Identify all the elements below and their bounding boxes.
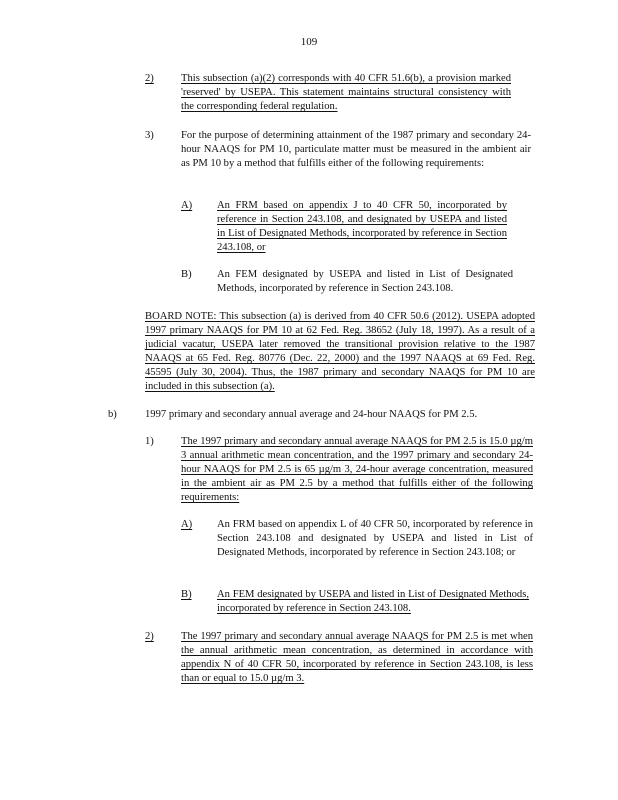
item-b1-text: The 1997 primary and secondary annual average NAAQS for PM 2.5 is 15.0 µg/m 3 annual arithmetic mean concentration, and the 1997 primary and secondary 24-hour NAAQS for PM 2.5 is 65 µg/m 3, 24-hour average concentration, measured in the ambient air as PM 2.5 by a method that fulfills either of the following requirements: bbox=[181, 436, 533, 503]
item-b1B-label: B) bbox=[181, 589, 192, 600]
item-b2-text: The 1997 primary and secondary annual average NAAQS for PM 2.5 is met when the annual arithmetic mean concentration, as determined in accordance with appendix N of 40 CFR 50, incorporated by reference in Section 243.108, is less than or equal to 15.0 µg/m 3. bbox=[181, 631, 533, 684]
board-note-text: BOARD NOTE: This subsection (a) is derived from 40 CFR 50.6 (2012). USEPA adopted 1997 primary NAAQS for PM 10 at 62 Fed. Reg. 38652 (July 18, 1997). As a result of a judicial vacatur, USEPA later removed the transitional provision relative to the 1987 NAAQS at 65 Fed. Reg. 80776 (Dec. 22, 2000) and the 1997 NAAQS at 69 Fed. Reg. 45595 (July 30, 2004). Thus, the 1987 primary and secondary NAAQS for PM 10 are included in this subsection (a). bbox=[145, 311, 535, 392]
item-a3A-label: A) bbox=[181, 200, 193, 211]
item-b2-label: 2) bbox=[145, 631, 154, 642]
item-b1B-text: An FEM designated by USEPA and listed in List of Designated Methods, incorporated by reference in Section 243.108. bbox=[217, 589, 529, 614]
item-a3-text: For the purpose of determining attainment of the 1987 primary and secondary 24-hour NAAQS for PM 10, particulate matter must be measured in the ambient air as PM 10 by a method that fulfills either of the following requirements: bbox=[181, 130, 531, 169]
page-number: 109 bbox=[300, 36, 318, 48]
item-a2-label: 2) bbox=[145, 73, 154, 84]
item-a3B-label: B) bbox=[181, 269, 192, 280]
item-a3B-text: An FEM designated by USEPA and listed in List of Designated Methods, incorporated by reference in Section 243.108. bbox=[217, 269, 513, 294]
item-b1A-text: An FRM based on appendix L of 40 CFR 50, incorporated by reference in Section 243.108 and designated by USEPA and listed in List of Designated Methods, incorporated by reference in Section 243.108; or bbox=[217, 519, 533, 558]
item-b-label: b) bbox=[108, 409, 117, 420]
item-a3A-text: An FRM based on appendix J to 40 CFR 50, incorporated by reference in Section 243.108, and designated by USEPA and listed in List of Designated Methods, incorporated by reference in Section 243.108, or bbox=[217, 200, 507, 253]
item-a2-text: This subsection (a)(2) corresponds with 40 CFR 51.6(b), a provision marked 'reserved' by USEPA. This statement maintains structural consistency with the corresponding federal regulation. bbox=[181, 73, 511, 112]
item-a3-label: 3) bbox=[145, 130, 154, 141]
item-b1A-label: A) bbox=[181, 519, 193, 530]
item-b1-label: 1) bbox=[145, 436, 154, 447]
item-b-text: 1997 primary and secondary annual average and 24-hour NAAQS for PM 2.5. bbox=[145, 409, 478, 420]
